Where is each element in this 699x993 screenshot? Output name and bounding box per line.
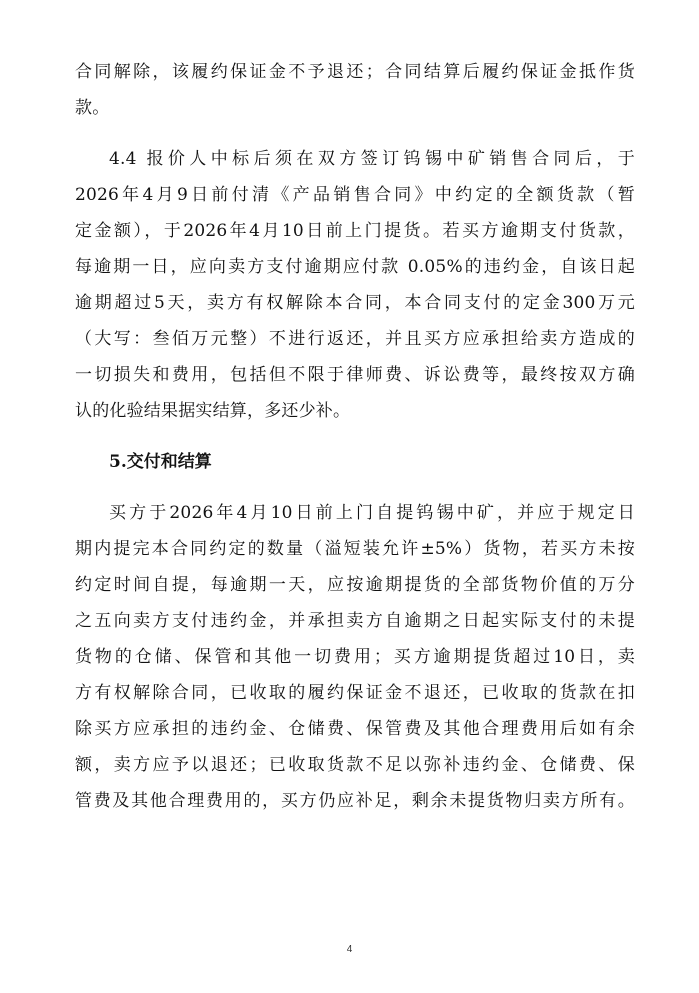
section-5-line-9: 管费及其他合理费用的，买方仍应补足，剩余未提货物归卖方所有。 — [75, 791, 635, 811]
clause-4-4-line-3: 定金额），于2026年4月10日前上门提货。若买方逾期支付货款， — [75, 221, 635, 241]
section-5-line-4: 之五向卖方支付违约金，并承担卖方自逾期之日起实际支付的未提 — [75, 611, 635, 631]
section-5-heading: 5.交付和结算 — [109, 452, 212, 472]
section-5-line-7: 除买方应承担的违约金、仓储费、保管费及其他合理费用后如有余 — [75, 719, 635, 739]
clause-4-4-line-1: 4.4 报价人中标后须在双方签订钨锡中矿销售合同后，于 — [109, 149, 635, 169]
clause-4-4-line-7: 一切损失和费用，包括但不限于律师费、诉讼费等，最终按双方确 — [75, 365, 635, 385]
clause-4-4-line-5: 逾期超过5天，卖方有权解除本合同，本合同支付的定金300万元 — [75, 293, 635, 313]
section-5-line-1: 买方于2026年4月10日前上门自提钨锡中矿，并应于规定日 — [109, 503, 635, 523]
paragraph-1-line-2: 款。 — [75, 98, 110, 118]
section-5-line-2: 期内提完本合同约定的数量（溢短装允许±5%）货物，若买方未按 — [75, 539, 635, 559]
clause-4-4-line-6: （大写：叁佰万元整）不进行返还，并且买方应承担给卖方造成的 — [75, 329, 635, 349]
section-5-line-3: 约定时间自提，每逾期一天，应按逾期提货的全部货物价值的万分 — [75, 575, 635, 595]
section-5-line-8: 额，卖方应予以退还；已收取货款不足以弥补违约金、仓储费、保 — [75, 755, 635, 775]
clause-4-4-line-2: 2026年4月9日前付清《产品销售合同》中约定的全额货款（暂 — [75, 185, 635, 205]
paragraph-1-line-1: 合同解除，该履约保证金不予退还；合同结算后履约保证金抵作货 — [75, 62, 635, 82]
clause-4-4-line-4: 每逾期一日，应向卖方支付逾期应付款 0.05%的违约金，自该日起 — [75, 257, 635, 277]
clause-4-4-line-8: 认的化验结果据实结算，多还少补。 — [75, 401, 351, 421]
section-5-line-5: 货物的仓储、保管和其他一切费用；买方逾期提货超过10日，卖 — [75, 647, 635, 667]
section-5-line-6: 方有权解除合同，已收取的履约保证金不退还，已收取的货款在扣 — [75, 683, 635, 703]
page-number: 4 — [346, 944, 353, 955]
